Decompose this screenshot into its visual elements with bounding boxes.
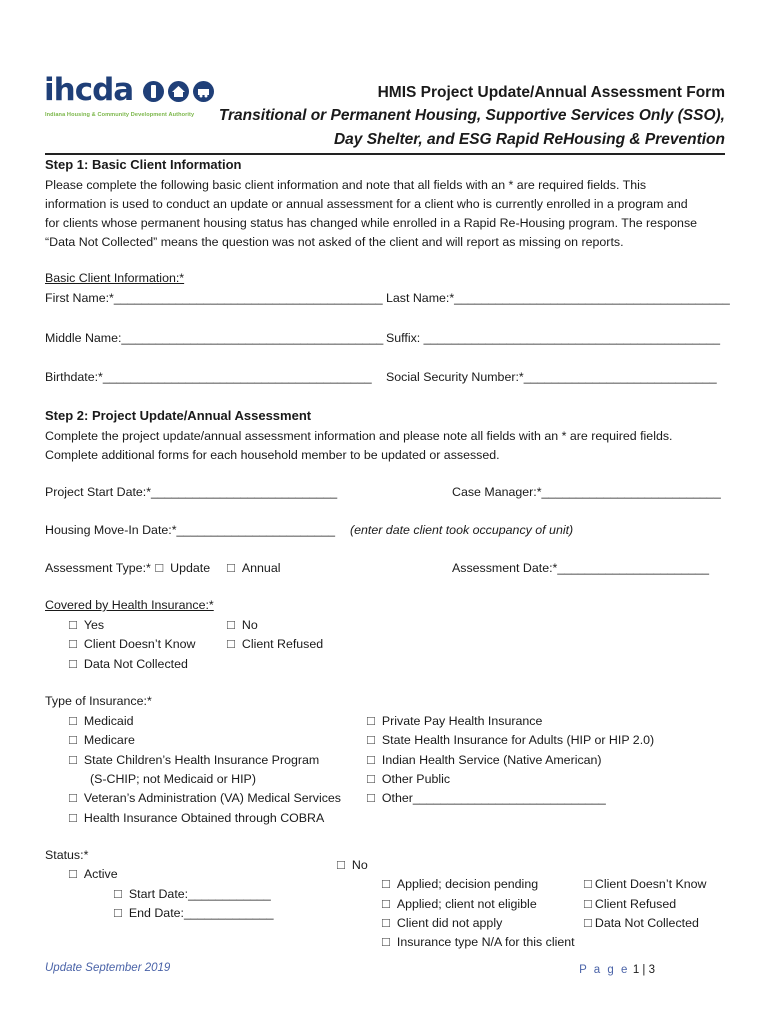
page-number: 1 | 3 [632, 964, 655, 976]
did-not-apply-label: Client did not apply [396, 916, 503, 930]
status-dont-know-label: Client Doesn’t Know [594, 877, 707, 891]
step1-text-line4: “Data Not Collected” means the question was not asked of the client and will report as missing on reports. [45, 235, 624, 249]
dont-know-label: Client Doesn’t Know [83, 637, 196, 651]
na-type-checkbox[interactable]: ☐ [381, 936, 391, 949]
active-checkbox[interactable]: ☐ [68, 868, 78, 881]
medicaid-checkbox[interactable]: ☐ [68, 715, 78, 728]
basic-info-label: Basic Client Information:* [45, 271, 185, 285]
not-eligible-label: Applied; client not eligible [396, 897, 537, 911]
covered-label: Covered by Health Insurance:* [45, 598, 214, 612]
step2-heading: Step 2: Project Update/Annual Assessment [45, 408, 312, 423]
ihs-label: Indian Health Service (Native American) [381, 753, 602, 767]
not-collected-label: Data Not Collected [83, 657, 188, 671]
move-in-note: (enter date client took occupancy of unit) [350, 523, 574, 537]
medicaid-label: Medicaid [83, 714, 134, 728]
annual-label: Annual [241, 561, 281, 575]
no-checkbox[interactable]: ☐ [226, 619, 236, 632]
status-not-collected-checkbox[interactable]: ☐ [583, 917, 593, 930]
case-manager-field[interactable]: Case Manager:*__________________________ [452, 485, 721, 499]
active-label: Active [83, 867, 118, 881]
status-refused-label: Client Refused [594, 897, 677, 911]
yes-checkbox[interactable]: ☐ [68, 619, 78, 632]
birthdate-field[interactable]: Birthdate:*_______________________________________ [45, 370, 372, 384]
step1-text-line1: Please complete the following basic client information and note that all fields with an * are required fields. This [45, 178, 647, 192]
refused-checkbox[interactable]: ☐ [226, 638, 236, 651]
update-label: Update [170, 561, 211, 575]
info-circle-icon [143, 81, 164, 102]
page-label: P a g e [579, 964, 630, 976]
logo-text: ihcda [44, 72, 134, 108]
schip-label: State Children’s Health Insurance Program [83, 753, 320, 767]
start-date-field[interactable]: Start Date:____________ [128, 887, 271, 901]
last-name-field[interactable]: Last Name:*________________________________________ [386, 291, 730, 305]
assessment-type-label: Assessment Type:* [45, 561, 151, 575]
logo-subtitle: Indiana Housing & Community Development Authority [45, 112, 195, 118]
va-label: Veteran’s Administration (VA) Medical Services [83, 791, 341, 805]
not-eligible-checkbox[interactable]: ☐ [381, 898, 391, 911]
na-type-label: Insurance type N/A for this client [396, 935, 575, 949]
status-label: Status:* [45, 848, 89, 862]
end-date-checkbox[interactable]: ☐ [113, 907, 123, 920]
move-in-date-field[interactable]: Housing Move-In Date:*_______________________ [45, 523, 336, 537]
step2-text-line2: Complete additional forms for each household member to be updated or assessed. [45, 448, 500, 462]
no-label: No [241, 618, 258, 632]
va-checkbox[interactable]: ☐ [68, 792, 78, 805]
private-pay-label: Private Pay Health Insurance [381, 714, 543, 728]
assessment-date-field[interactable]: Assessment Date:*______________________ [452, 561, 709, 575]
status-not-collected-label: Data Not Collected [594, 916, 699, 930]
update-checkbox[interactable]: ☐ [154, 562, 165, 575]
yes-label: Yes [83, 618, 105, 632]
decision-pending-label: Applied; decision pending [396, 877, 539, 891]
schip-checkbox[interactable]: ☐ [68, 754, 78, 767]
other-checkbox[interactable]: ☐ [366, 792, 376, 805]
house-circle-icon [168, 81, 189, 102]
status-no-label: No [351, 858, 368, 872]
project-start-date-field[interactable]: Project Start Date:*___________________________ [45, 485, 338, 499]
private-pay-checkbox[interactable]: ☐ [366, 715, 376, 728]
footer-update-date: Update September 2019 [45, 962, 171, 974]
step1-text-line2: information is used to conduct an update or annual assessment for a client who is currently enrolled in a program and [45, 197, 688, 211]
not-collected-checkbox[interactable]: ☐ [68, 658, 78, 671]
header-divider [45, 153, 725, 155]
community-circle-icon [193, 81, 214, 102]
first-name-field[interactable]: First Name:*_______________________________________ [45, 291, 383, 305]
status-refused-checkbox[interactable]: ☐ [583, 898, 593, 911]
hip-checkbox[interactable]: ☐ [366, 734, 376, 747]
form-title: HMIS Project Update/Annual Assessment Form [377, 84, 725, 101]
form-subtitle-2: Day Shelter, and ESG Rapid ReHousing & Prevention [333, 131, 725, 148]
refused-label: Client Refused [241, 637, 324, 651]
dont-know-checkbox[interactable]: ☐ [68, 638, 78, 651]
status-no-checkbox[interactable]: ☐ [336, 859, 346, 872]
schip-note: (S-CHIP; not Medicaid or HIP) [90, 772, 256, 786]
other-public-label: Other Public [381, 772, 451, 786]
cobra-label: Health Insurance Obtained through COBRA [83, 811, 325, 825]
step2-text-line1: Complete the project update/annual assessment information and please note all fields with an * are required fields. [45, 429, 673, 443]
medicare-checkbox[interactable]: ☐ [68, 734, 78, 747]
cobra-checkbox[interactable]: ☐ [68, 812, 78, 825]
did-not-apply-checkbox[interactable]: ☐ [381, 917, 391, 930]
ihs-checkbox[interactable]: ☐ [366, 754, 376, 767]
suffix-field[interactable]: Suffix: ___________________________________________ [386, 331, 720, 345]
other-public-checkbox[interactable]: ☐ [366, 773, 376, 786]
status-dont-know-checkbox[interactable]: ☐ [583, 878, 593, 891]
form-subtitle-1: Transitional or Permanent Housing, Supportive Services Only (SSO), [218, 107, 725, 124]
step1-text-line3: for clients whose permanent housing status has changed while enrolled in a Rapid Re-Housing program. The response [45, 216, 698, 230]
middle-name-field[interactable]: Middle Name:______________________________________ [45, 331, 384, 345]
insurance-type-label: Type of Insurance:* [45, 694, 152, 708]
start-date-checkbox[interactable]: ☐ [113, 888, 123, 901]
ssn-field[interactable]: Social Security Number:*____________________________ [386, 370, 717, 384]
decision-pending-checkbox[interactable]: ☐ [381, 878, 391, 891]
end-date-field[interactable]: End Date:_____________ [128, 906, 274, 920]
medicare-label: Medicare [83, 733, 135, 747]
other-field[interactable]: Other____________________________ [381, 791, 606, 805]
annual-checkbox[interactable]: ☐ [226, 562, 236, 575]
step1-heading: Step 1: Basic Client Information [45, 157, 242, 172]
hip-label: State Health Insurance for Adults (HIP or HIP 2.0) [381, 733, 655, 747]
